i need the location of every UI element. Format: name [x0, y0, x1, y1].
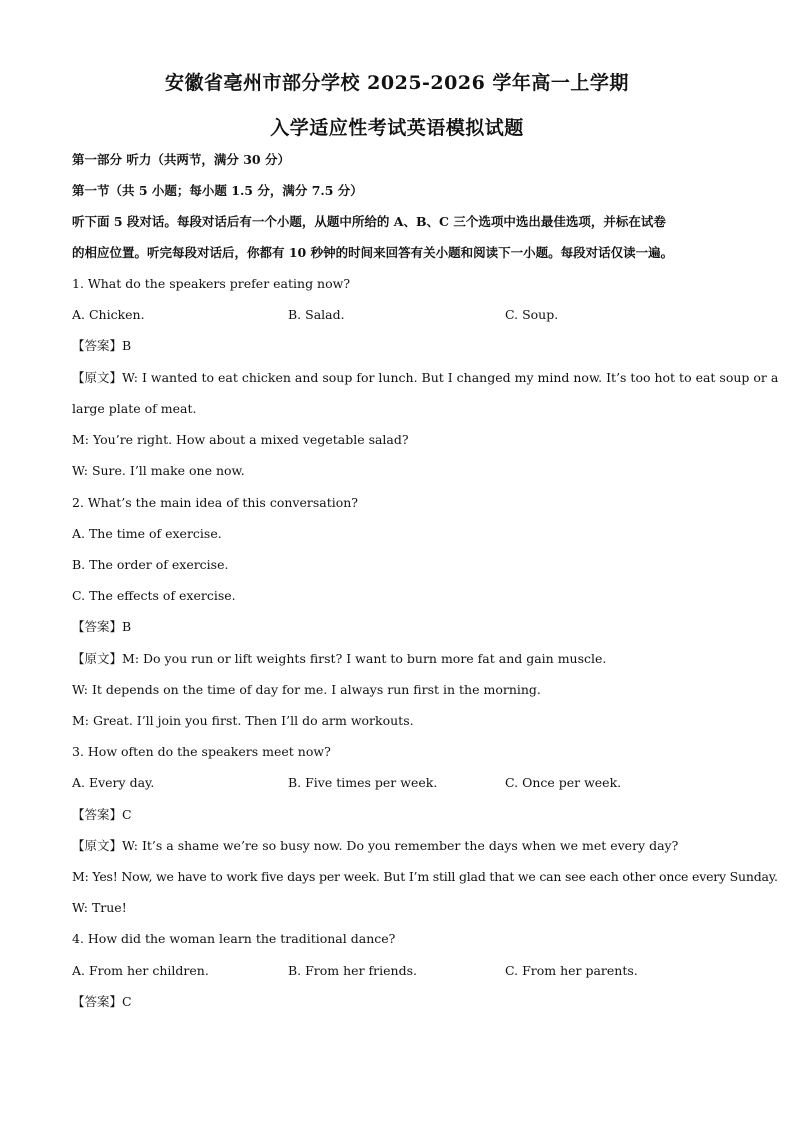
answer-tag: 【答案】: [72, 619, 123, 634]
answer-value: C: [122, 807, 132, 822]
transcript-tag: 【原文】: [72, 370, 123, 385]
transcript-text: W: It’s a shame we’re so busy now. Do you remember the days when we met every day?: [122, 838, 679, 853]
question-2-transcript-line-3: M: Great. I’ll join you first. Then I’ll do arm workouts.: [72, 713, 414, 728]
question-2-transcript-line-1: [72, 650, 606, 668]
answer-tag: 【答案】: [72, 807, 123, 822]
title-line-2: 入学适应性考试英语模拟试题: [270, 117, 524, 139]
question-2-transcript-line-2: W: It depends on the time of day for me. I always run first in the morning.: [72, 682, 541, 697]
question-1-answer: [72, 337, 131, 355]
transcript-tag: 【原文】: [72, 651, 123, 666]
question-4-answer: [72, 993, 132, 1011]
part-heading: 第一部分 听力（共两节，满分 30 分）: [72, 152, 290, 167]
instructions-line-1: 听下面 5 段对话。每段对话后有一个小题，从题中所给的 A、B、C 三个选项中选出最佳选项，并标在试卷: [72, 214, 666, 229]
question-1-transcript-line-4: W: Sure. I’ll make one now.: [72, 463, 245, 478]
section-heading: 第一节（共 5 小题；每小题 1.5 分，满分 7.5 分）: [72, 183, 363, 198]
answer-tag: 【答案】: [72, 994, 123, 1009]
question-3-transcript-line-1: [72, 837, 678, 855]
question-2-stem: 2. What’s the main idea of this conversation?: [72, 495, 358, 510]
question-2-option-a: A. The time of exercise.: [72, 526, 222, 541]
question-1-transcript-line-1: [72, 369, 778, 387]
question-2-option-b: B. The order of exercise.: [72, 557, 229, 572]
answer-value: C: [122, 994, 132, 1009]
question-1-option-c: C. Soup.: [505, 307, 559, 322]
question-1-option-b: B. Salad.: [288, 307, 345, 322]
question-2-answer: [72, 618, 131, 636]
question-4-option-c: C. From her parents.: [505, 963, 638, 978]
question-1-transcript-line-3: M: You’re right. How about a mixed vegetable salad?: [72, 432, 409, 447]
question-1-transcript-line-2: large plate of meat.: [72, 401, 197, 416]
question-4-option-a: A. From her children.: [72, 963, 209, 978]
transcript-text: M: Do you run or lift weights first? I want to burn more fat and gain muscle.: [122, 651, 607, 666]
question-3-option-b: B. Five times per week.: [288, 775, 438, 790]
transcript-text: W: I wanted to eat chicken and soup for lunch. But I changed my mind now. It’s too hot to eat soup or a: [122, 370, 779, 385]
question-3-transcript-line-3: W: True!: [72, 900, 127, 915]
question-3-option-a: A. Every day.: [72, 775, 155, 790]
transcript-tag: 【原文】: [72, 838, 123, 853]
question-4-option-b: B. From her friends.: [288, 963, 417, 978]
instructions-line-2: 的相应位置。听完每段对话后，你都有 10 秒钟的时间来回答有关小题和阅读下一小题。每段对话仅读一遍。: [72, 245, 674, 260]
question-3-transcript-line-2: M: Yes! Now, we have to work five days per week. But I’m still glad that we can see each other once every Sunday.: [72, 869, 778, 884]
question-1-option-a: A. Chicken.: [72, 307, 145, 322]
answer-value: B: [122, 338, 132, 353]
answer-value: B: [122, 619, 132, 634]
question-3-answer: [72, 806, 132, 824]
question-3-option-c: C. Once per week.: [505, 775, 622, 790]
title-line-1: 安徽省亳州市部分学校 2025-2026 学年高一上学期: [165, 72, 629, 94]
answer-tag: 【答案】: [72, 338, 123, 353]
question-2-option-c: C. The effects of exercise.: [72, 588, 236, 603]
question-4-stem: 4. How did the woman learn the traditional dance?: [72, 931, 396, 946]
question-1-stem: 1. What do the speakers prefer eating now?: [72, 276, 351, 291]
question-3-stem: 3. How often do the speakers meet now?: [72, 744, 331, 759]
